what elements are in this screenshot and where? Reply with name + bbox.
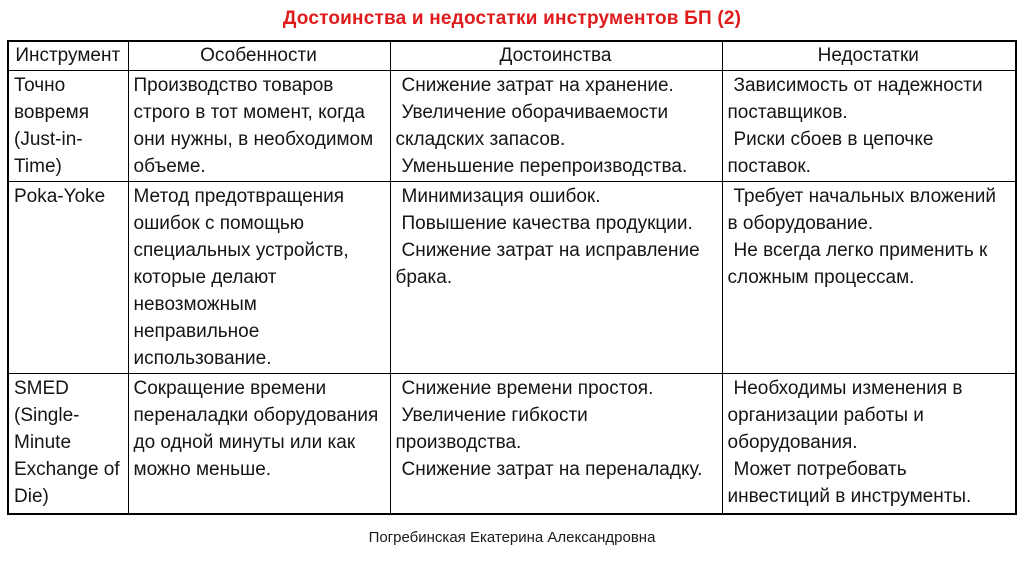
advantage-item: Снижение затрат на переналадку. xyxy=(401,459,703,480)
disadvantage-item: Может потребовать инвестиций в инструменты. xyxy=(727,459,972,507)
advantage-item: Увеличение гибкости производства. xyxy=(395,405,588,453)
advantages-cell xyxy=(390,182,722,374)
author-footer: Погребинская Екатерина Александровна xyxy=(368,528,656,546)
column-header-advantages: Достоинства xyxy=(390,41,722,71)
disadvantages-cell xyxy=(722,71,1016,182)
tool-cell: Точно вовремя (Just-in-Time) xyxy=(8,71,128,182)
advantages-cell xyxy=(390,71,722,182)
disadvantages-cell xyxy=(722,374,1016,514)
disadvantage-item: Необходимы изменения в организации работы и оборудования. xyxy=(727,378,963,453)
tool-cell: Poka-Yoke xyxy=(8,182,128,374)
page-title: Достоинства и недостатки инструментов БП (2) xyxy=(282,8,742,29)
features-cell: Метод предотвращения ошибок с помощью специальных устройств, которые делают невозможным неправильное использование. xyxy=(128,182,390,374)
bp-tools-table xyxy=(7,40,1017,515)
column-header-disadvantages: Недостатки xyxy=(722,41,1016,71)
table-row xyxy=(8,374,1016,514)
advantage-item: Снижение затрат на хранение. xyxy=(401,75,674,96)
advantage-item: Уменьшение перепроизводства. xyxy=(401,156,688,177)
disadvantages-cell xyxy=(722,182,1016,374)
advantages-cell xyxy=(390,374,722,514)
table-header-row xyxy=(8,41,1016,71)
features-cell: Производство товаров строго в тот момент, когда они нужны, в необходимом объеме. xyxy=(128,71,390,182)
table-row xyxy=(8,71,1016,182)
tool-cell: SMED (Single-Minute Exchange of Die) xyxy=(8,374,128,514)
column-header-tool: Инструмент xyxy=(8,41,128,71)
disadvantage-item: Не всегда легко применить к сложным процессам. xyxy=(727,240,988,288)
advantage-item: Снижение затрат на исправление брака. xyxy=(395,240,700,288)
features-cell: Сокращение времени переналадки оборудования до одной минуты или как можно меньше. xyxy=(128,374,390,514)
disadvantage-item: Зависимость от надежности поставщиков. xyxy=(727,75,983,123)
advantage-item: Увеличение оборачиваемости складских запасов. xyxy=(395,102,669,150)
table-row xyxy=(8,182,1016,374)
advantage-item: Повышение качества продукции. xyxy=(401,213,693,234)
advantage-item: Минимизация ошибок. xyxy=(401,186,601,207)
disadvantage-item: Риски сбоев в цепочке поставок. xyxy=(727,129,934,177)
table-body xyxy=(8,71,1016,514)
column-header-features: Особенности xyxy=(128,41,390,71)
disadvantage-item: Требует начальных вложений в оборудование. xyxy=(727,186,996,234)
advantage-item: Снижение времени простоя. xyxy=(401,378,654,399)
